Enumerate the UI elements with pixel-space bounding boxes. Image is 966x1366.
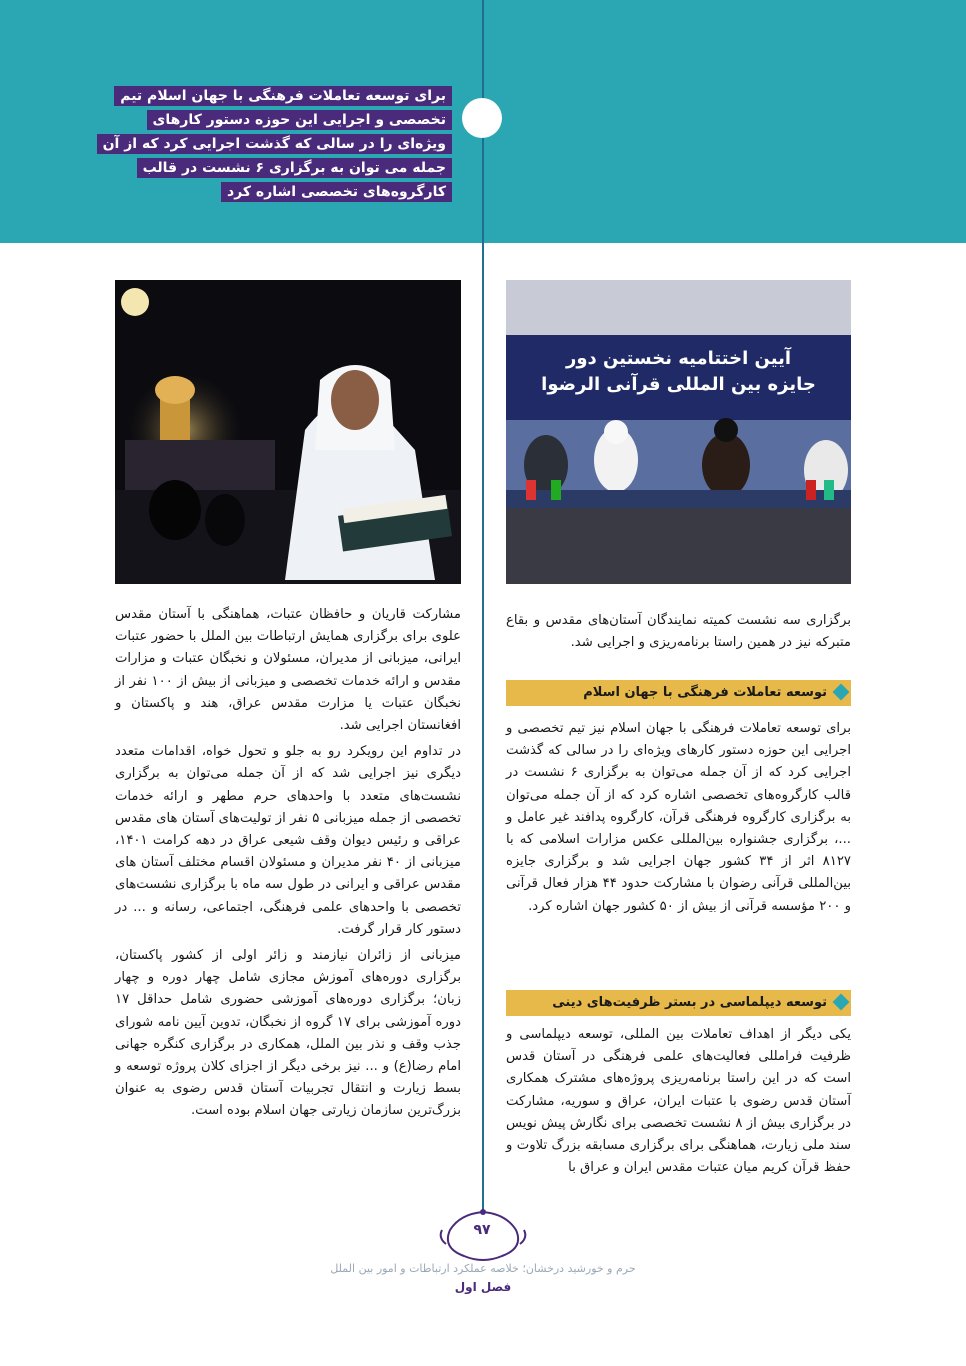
diamond-icon (833, 684, 850, 701)
pull-quote (100, 84, 452, 204)
divider-circle (462, 98, 502, 138)
photo-pilgrim-reading (115, 280, 461, 584)
ceremony-banner (506, 346, 851, 398)
section-cultural-text (506, 718, 851, 922)
column-divider (482, 0, 484, 1210)
paragraph: یکی دیگر از اهداف تعاملات بین المللی، توسعه دیپلماسی و ظرفیت فرامللی فعالیت‌های علمی فرهنگی در آستان قدس است که در این راستا برنامه‌ریزی پروژه‌های مشترک همکاری آستان قدس رضوی با عتبات ایران، عراق و سوریه، مشارکت در برگزاری بیش از ۸ نشست تخصصی برای نگارش پیش نویس سند ملی زیارت، هماهنگی برای برگزاری مسابقه بزرگ تلاوت و حفظ قرآن کریم میان عتبات مقدس ایران و عراق با (506, 1027, 851, 1176)
page-number: ۹۷ (473, 1222, 491, 1238)
right-intro-text (506, 610, 851, 658)
left-column-text (115, 604, 461, 1127)
pull-quote-text: برای توسعه تعاملات فرهنگی با جهان اسلام تیم تخصصی و اجرایی این حوزه دستور کارهای ویژه‌ای را در سالی که گذشت اجرایی کرد که از آن جمله می توان به برگزاری ۶ نشست در قالب کارگروه‌های تخصصی اشاره کرد (97, 86, 452, 202)
banner-line-2: جایزه بین المللی قرآنی الرضوا (541, 374, 816, 395)
paragraph: برگزاری سه نشست کمیته نمایندگان آستان‌های مقدس و بقاع متبرکه نیز در همین راستا برنامه‌ریزی و اجرایی شد. (506, 613, 851, 651)
section-heading-text: توسعه تعاملات فرهنگی با جهان اسلام (583, 685, 827, 700)
paragraph: مشارکت قاریان و حافظان عتبات، هماهنگی با آستان مقدس علوی برای برگزاری همایش ارتباطات بین الملل با حضور عتبات ایرانی، میزبانی از مدیران، مسئولان و نخبگان عتبات و مزارات مقدس و ارائه خدمات تخصصی و میزبانی از بیش از ۱۰۰ نفر از نخبگان عتبات یا مزارت مقدس عراق، هند و پاکستان و افغانستان اجرایی شد. (115, 607, 461, 734)
banner-line-1: آیین اختتامیه نخستین دور (565, 348, 791, 369)
paragraph: برای توسعه تعاملات فرهنگی با جهان اسلام نیز تیم تخصصی و اجرایی این حوزه دستور کارهای ویژه‌ای را در سالی که گذشت اجرایی کرد که از آن جمله می‌توان به برگزاری ۶ نشست در قالب کارگروه‌های تخصصی اشاره کرد که از آن جمله می‌توان به برگزاری کارگروه فرهنگی قرآن، کارگروه پدافند غیر عامل و ...، برگزاری جشنواره بین‌المللی عکس مزارات اسلامی که با ۸۱۲۷ اثر از ۳۴ کشور جهان اجرایی شد و برگزاری جایزه بین‌المللی قرآنی رضوان با مشارکت حدود ۴۴ هزار فعال قرآنی و ۲۰۰ مؤسسه قرآنی از بیش از ۵۰ کشور جهان اشاره کرد. (506, 721, 852, 914)
photo-ceremony (506, 280, 851, 584)
paragraph: در تداوم این رویکرد رو به جلو و تحول خواه، اقدامات متعدد دیگری نیز اجرایی شد که از آن جمله می‌توان به برگزاری نشست‌های متعدد با واحدهای حرم مطهر و ارائه خدمات تخصصی از جمله میزبانی ۵ نفر از تولیت‌های آستان های مقدس عراقی و رئیس دیوان وقف شیعی عراق در دهه کرامت ۱۴۰۱، میزبانی از ۴۰ نفر مدیران و مسئولان اقسام مختلف آستان های مقدس عراقی و ایرانی در طول سه ماه با برگزاری نشست‌های تخصصی با واحدهای علمی فرهنگی، اجتماعی، رسانه و ... در دستور کار قرار گرفت. (115, 744, 461, 937)
section-diplomacy-text (506, 1024, 851, 1183)
section-heading-text: توسعه دیپلماسی در بستر ظرفیت‌های دینی (552, 995, 827, 1010)
pilgrim-illustration (115, 280, 461, 584)
section-heading-cultural (506, 680, 851, 706)
footer-chapter: فصل اول (454, 1280, 512, 1294)
footer-book-title: حرم و خورشید درخشان؛ خلاصه عملکرد ارتباطات و امور بین الملل (330, 1262, 636, 1275)
paragraph: میزبانی از زائران نیازمند و زائر اولی از کشور پاکستان، برگزاری دوره‌های آموزش مجازی شامل چهار دوره و چهار زبان؛ برگزاری دوره‌های آموزشی حضوری شامل حداقل ۱۷ دوره آموزشی برای ۱۷ گروه از نخبگان، تدوین آیین نامه شورای جذب وقف و نذر بین الملل، همکاری در برگزاری کنگره جهانی امام رضا(ع) و ... نیز برخی دیگر از اجزای کلان پروژه توسعه و بسط زیارت و انتقال تجربیات آستان قدس رضوی به عنوان بزرگ‌ترین سازمان زیارتی جهان اسلام بوده است. (115, 948, 461, 1119)
diamond-icon (833, 994, 850, 1011)
ceremony-illustration (506, 280, 851, 584)
ornament-frame-icon (436, 1208, 530, 1268)
section-heading-diplomacy (506, 990, 851, 1016)
